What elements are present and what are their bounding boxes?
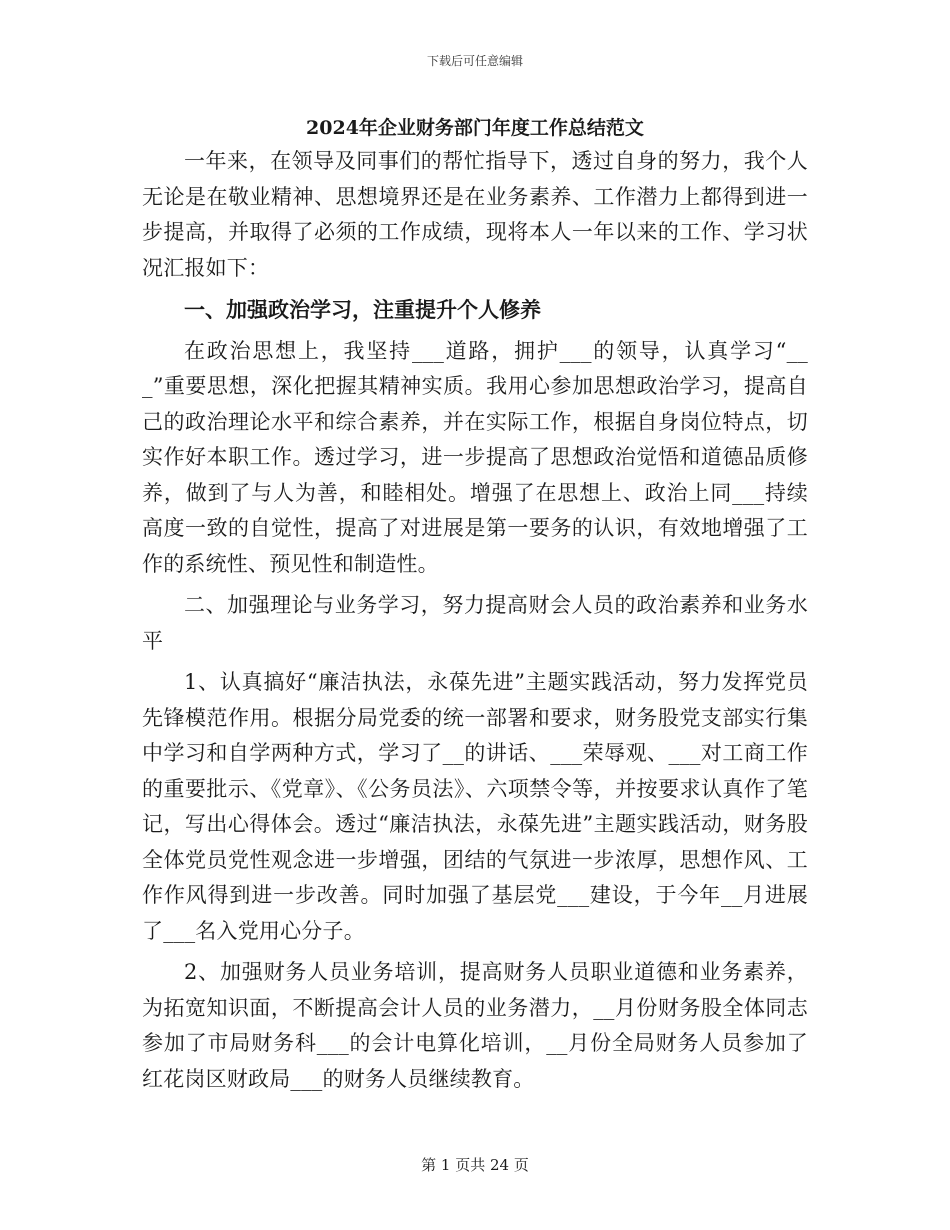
section-2-item-2: 2、加强财务人员业务培训，提高财务人员职业道德和业务素养，为拓宽知识面，不断提高会计人员的业务潜力，__月份财务股全体同志参加了市局财务科___的会计电算化培训，__月份全局财务人员参加了红花岗区财政局___的财务人员继续教育。 <box>142 960 808 1091</box>
document-body <box>142 112 808 1097</box>
page-footer: 第 1 页共 24 页 <box>421 1156 529 1174</box>
section-1-paragraph: 在政治思想上，我坚持___道路，拥护___的领导，认真学习“___”重要思想，深化把握其精神实质。我用心参加思想政治学习，提高自己的政治理论水平和综合素养，并在实际工作，根据自身岗位特点，切实作好本职工作。透过学习，进一步提高了思想政治觉悟和道德品质修养，做到了与人为善，和睦相处。增强了在思想上、政治上同___持续高度一致的自觉性，提高了对进展是第一要务的认识，有效地增强了工作的系统性、预见性和制造性。 <box>142 338 808 576</box>
intro-paragraph: 一年来，在领导及同事们的帮忙指导下，透过自身的努力，我个人无论是在敬业精神、思想境界还是在业务素养、工作潜力上都得到进一步提高，并取得了必须的工作成绩，现将本人一年以来的工作、学习状况汇报如下： <box>142 149 808 280</box>
page-header: 下载后可任意编辑 <box>426 54 523 68</box>
section-heading-2: 二、加强理论与业务学习，努力提高财会人员的政治素养和业务水平 <box>142 593 808 653</box>
section-heading-1: 一、加强政治学习，注重提升个人修养 <box>184 297 541 322</box>
document-title: 2024年企业财务部门年度工作总结范文 <box>306 117 644 139</box>
section-2-item-1: 1、认真搞好“廉洁执法，永葆先进”主题实践活动，努力发挥党员先锋模范作用。根据分局党委的统一部署和要求，财务股党支部实行集中学习和自学两种方式，学习了__的讲话、___荣辱观、___对工商工作的重要批示、《党章》、《公务员法》、六项禁令等，并按要求认真作了笔记，写出心得体会。透过“廉洁执法，永葆先进”主题实践活动，财务股全体党员党性观念进一步增强，团结的气氛进一步浓厚，思想作风、工作作风得到进一步改善。同时加强了基层党___建设，于今年__月进展了___名入党用心分子。 <box>142 670 808 943</box>
